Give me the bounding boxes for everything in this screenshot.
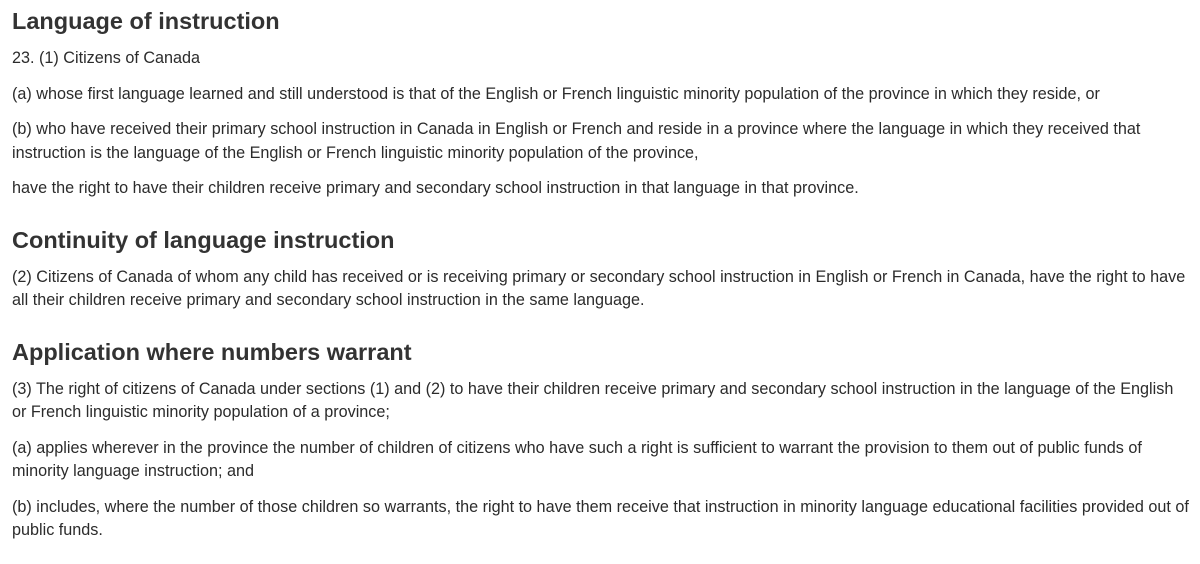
section-heading: Language of instruction [12,8,280,34]
section-language-of-instruction [12,6,1200,201]
paragraph-23-3: (3) The right of citizens of Canada under sections (1) and (2) to have their children receive primary and secondary school instruction in the language of the English or French linguistic minority population of a province; [12,379,1174,421]
section-heading: Application where numbers warrant [12,338,412,365]
paragraph-23-3-b: (b) includes, where the number of those children so warrants, the right to have them receive that instruction in minority language educational facilities provided out of public funds. [12,497,1189,539]
section-continuity-of-language-instruction [12,225,1200,313]
section-application-where-numbers-warrant [12,337,1200,543]
paragraph-23-1-b: (b) who have received their primary school instruction in Canada in English or French and reside in a province where the language in which they received that instruction is the language of the English or French linguistic minority population of the province, [12,120,1141,162]
paragraph-23-2: (2) Citizens of Canada of whom any child has received or is receiving primary or secondary school instruction in English or French in Canada, have the right to have all their children receive primary and secondary school instruction in the same language. [12,267,1186,309]
paragraph-23-3-a: (a) applies wherever in the province the number of children of citizens who have such a right is sufficient to warrant the provision to them out of public funds of minority language instruction; and [12,438,1142,480]
section-heading: Continuity of language instruction [12,226,395,253]
paragraph-23-1-a: (a) whose first language learned and still understood is that of the English or French linguistic minority population of the province in which they reside, or [12,84,1100,103]
paragraph-23-1: 23. (1) Citizens of Canada [12,49,201,67]
paragraph-23-1-closing: have the right to have their children receive primary and secondary school instruction in that language in that province. [12,179,859,197]
